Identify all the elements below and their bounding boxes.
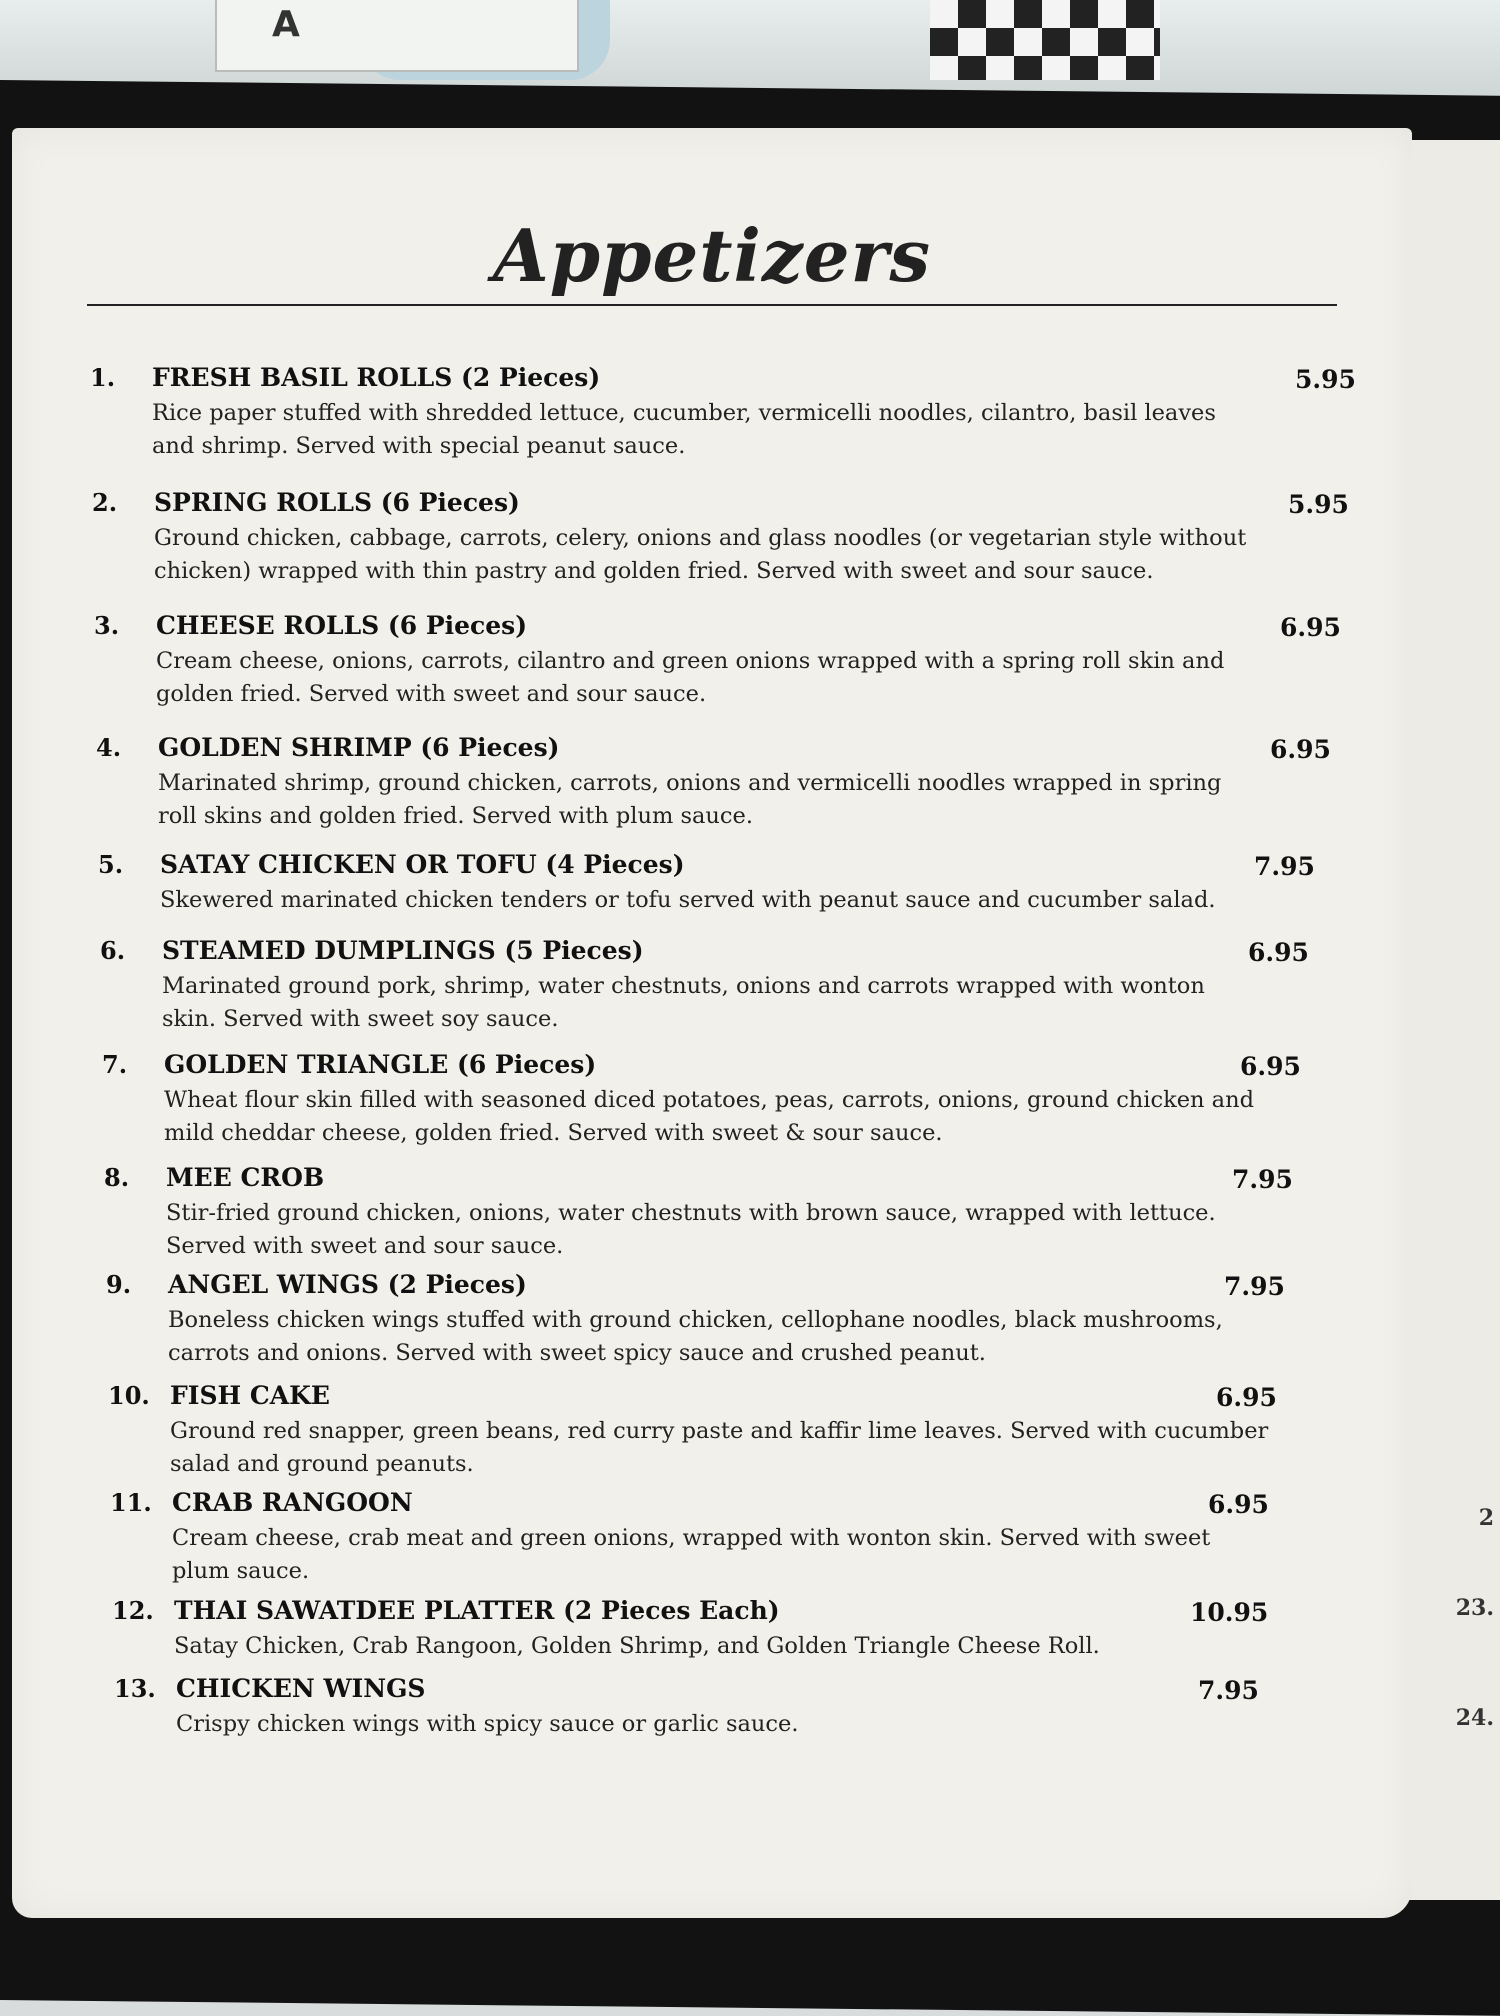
item-number: 11. [110,1488,152,1517]
menu-page [12,128,1412,1918]
item-price: 6.95 [1270,735,1331,764]
item-number: 9. [106,1270,132,1299]
item-price: 6.95 [1208,1490,1269,1519]
item-price: 5.95 [1288,490,1349,519]
item-price: 7.95 [1198,1676,1259,1705]
item-description: Marinated ground pork, shrimp, water chestnuts, onions and carrots wrapped with wonton skin. Served with sweet soy sauce. [162,973,1205,1032]
item-name: MEE CROB [166,1163,325,1192]
item-description: Skewered marinated chicken tenders or tofu served with peanut sauce and cucumber salad. [160,887,1216,913]
background-sign [215,0,579,72]
item-number: 8. [104,1163,130,1192]
item-number: 3. [94,611,120,640]
item-name: CRAB RANGOON [172,1488,413,1517]
item-description: Crispy chicken wings with spicy sauce or garlic sauce. [176,1711,799,1737]
item-name: FISH CAKE [170,1381,330,1410]
item-number: 10. [108,1381,150,1410]
item-description: Rice paper stuffed with shredded lettuce, cucumber, vermicelli noodles, cilantro, basil leaves and shrimp. Served with special peanut sauce. [152,400,1216,459]
item-name: SATAY CHICKEN OR TOFU (4 Pieces) [160,850,685,879]
item-description: Satay Chicken, Crab Rangoon, Golden Shrimp, and Golden Triangle Cheese Roll. [174,1633,1100,1659]
item-description: Marinated shrimp, ground chicken, carrots, onions and vermicelli noodles wrapped in spring roll skins and golden fried. Served with plum sauce. [158,770,1222,829]
item-price: 5.95 [1295,365,1356,394]
item-price: 7.95 [1232,1165,1293,1194]
item-number: 2. [92,488,118,517]
item-name: CHICKEN WINGS [176,1674,426,1703]
item-name: GOLDEN SHRIMP (6 Pieces) [158,733,560,762]
item-price: 7.95 [1254,852,1315,881]
item-number: 4. [96,733,122,762]
item-name: CHEESE ROLLS (6 Pieces) [156,611,528,640]
item-number: 12. [112,1596,154,1625]
page-title: Appetizers [492,213,932,298]
right-page-number: 24. [1455,1705,1494,1731]
item-name: STEAMED DUMPLINGS (5 Pieces) [162,936,644,965]
item-number: 1. [90,363,116,392]
item-price: 6.95 [1248,938,1309,967]
background-checkered-wall [930,0,1160,80]
right-page-number: 23. [1455,1595,1494,1621]
item-price: 6.95 [1240,1052,1301,1081]
item-price: 6.95 [1216,1383,1277,1412]
background-sign-text: A [272,4,300,45]
item-number: 6. [100,936,126,965]
right-page-number: 2 [1478,1505,1494,1531]
item-name: GOLDEN TRIANGLE (6 Pieces) [164,1050,597,1079]
item-number: 5. [98,850,124,879]
item-description: Stir-fried ground chicken, onions, water chestnuts with brown sauce, wrapped with lettuce. Served with sweet and sour sauce. [166,1200,1216,1259]
item-description: Ground chicken, cabbage, carrots, celery, onions and glass noodles (or vegetarian style without chicken) wrapped with thin pastry and golden fried. Served with sweet and sour sauce. [154,525,1247,584]
item-number: 7. [102,1050,128,1079]
item-description: Cream cheese, crab meat and green onions, wrapped with wonton skin. Served with sweet plum sauce. [172,1525,1211,1584]
title-divider [87,304,1337,306]
item-price: 6.95 [1280,613,1341,642]
item-name: SPRING ROLLS (6 Pieces) [154,488,520,517]
item-number: 13. [114,1674,156,1703]
item-name: FRESH BASIL ROLLS (2 Pieces) [152,363,601,392]
item-name: ANGEL WINGS (2 Pieces) [168,1270,527,1299]
item-name: THAI SAWATDEE PLATTER (2 Pieces Each) [174,1596,780,1625]
item-description: Ground red snapper, green beans, red curry paste and kaffir lime leaves. Served with cucumber salad and ground peanuts. [170,1418,1269,1477]
item-description: Boneless chicken wings stuffed with ground chicken, cellophane noodles, black mushrooms, carrots and onions. Served with sweet spicy sauce and crushed peanut. [168,1307,1223,1366]
item-price: 10.95 [1190,1598,1269,1627]
item-description: Cream cheese, onions, carrots, cilantro and green onions wrapped with a spring roll skin and golden fried. Served with sweet and sour sauce. [156,648,1225,707]
item-description: Wheat flour skin filled with seasoned diced potatoes, peas, carrots, onions, ground chicken and mild cheddar cheese, golden fried. Served with sweet & sour sauce. [164,1087,1254,1146]
item-price: 7.95 [1224,1272,1285,1301]
